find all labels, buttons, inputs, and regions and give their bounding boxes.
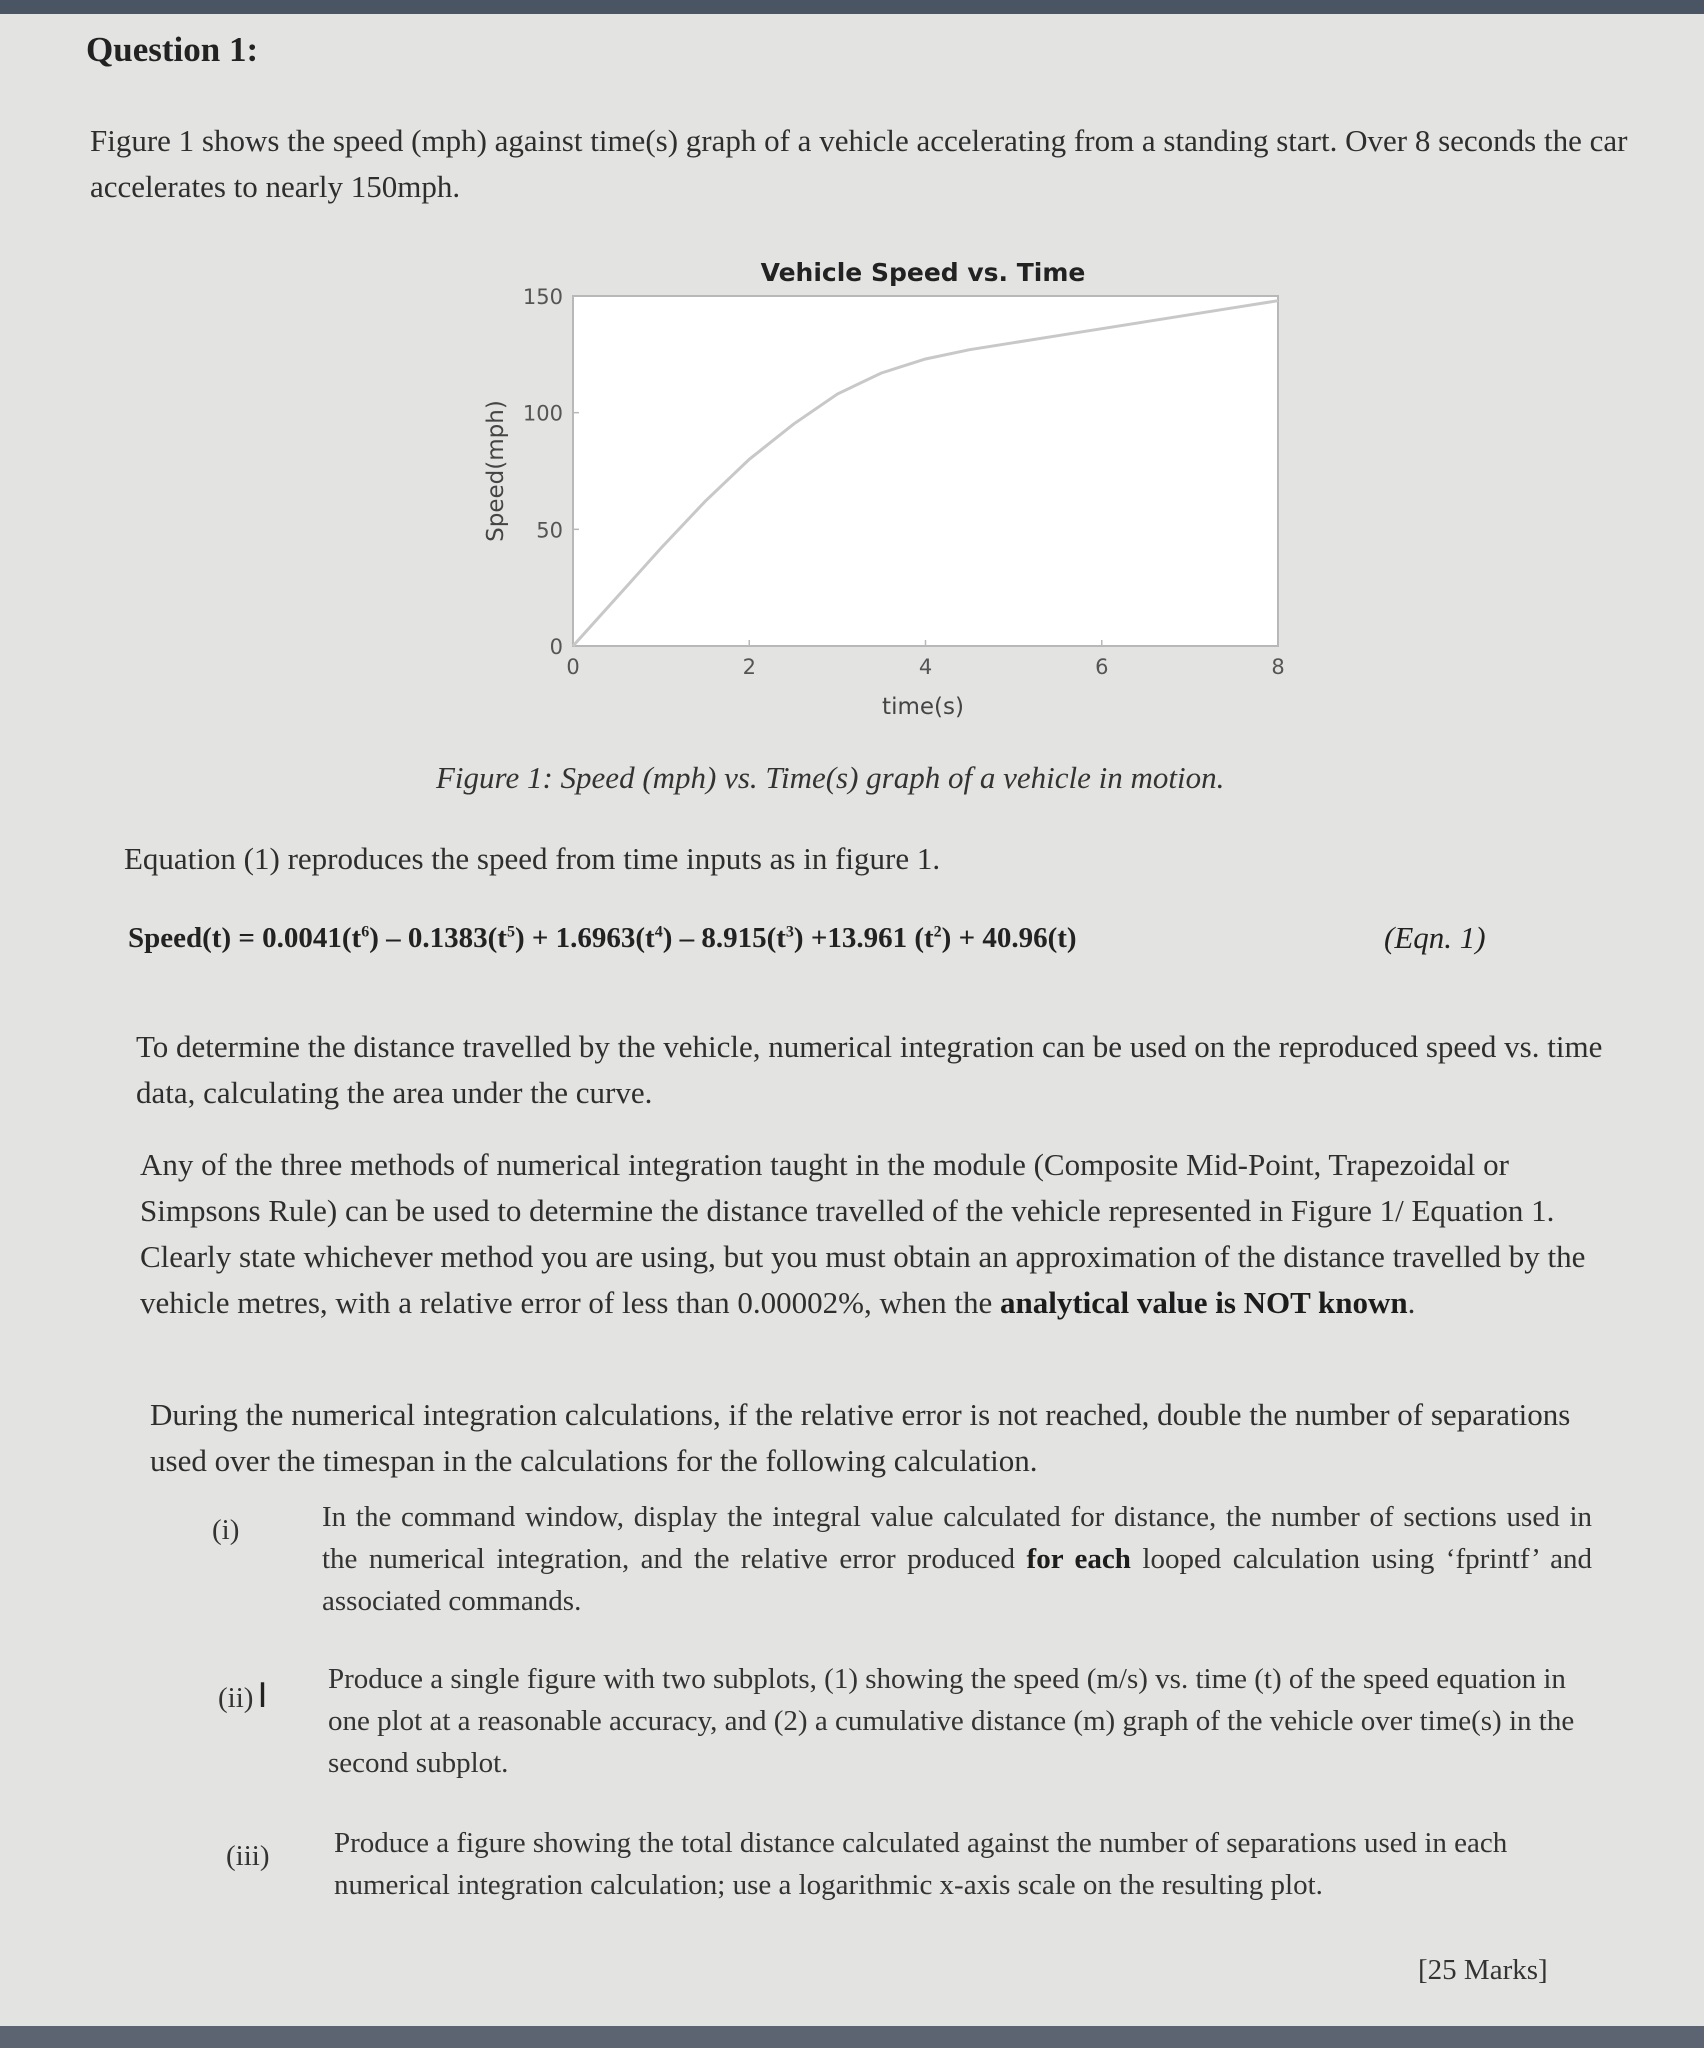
doubling-paragraph: During the numerical integration calculations, if the relative error is not reached, double the number of separations used over the timespan in the calculations for the following calculation. bbox=[150, 1397, 1571, 1478]
item-number-3: (iii) bbox=[226, 1840, 270, 1872]
equation-term-1: 0.0041(t bbox=[262, 922, 362, 954]
x-tick-label-4: 8 bbox=[1271, 655, 1285, 679]
top-edge-bar bbox=[0, 0, 1704, 14]
figure-caption: Figure 1: Speed (mph) vs. Time(s) graph of a vehicle in motion. bbox=[436, 760, 1225, 795]
question-title: Question 1: bbox=[86, 30, 259, 69]
y-tick-label-2: 100 bbox=[522, 401, 563, 426]
item-number-2: (ii) bbox=[218, 1682, 254, 1714]
marks-label: [25 Marks] bbox=[1418, 1954, 1548, 1986]
equation-term-5: ) +13.961 (t bbox=[793, 922, 934, 954]
equation-term-4: ) – 8.915(t bbox=[662, 922, 786, 954]
item-text-1 bbox=[322, 1496, 1592, 1622]
chart-title: Vehicle Speed vs. Time bbox=[760, 258, 1086, 287]
equation-term-2: ) – 0.1383(t bbox=[369, 922, 507, 954]
intro-paragraph: Figure 1 shows the speed (mph) against time(s) graph of a vehicle accelerating from a standing start. Over 8 seconds the car accelerates to nearly 150mph. bbox=[90, 123, 1628, 204]
equation-lhs: Speed(t) = bbox=[128, 922, 263, 954]
equation-exp-1: 6 bbox=[361, 923, 370, 941]
text-cursor-icon: I bbox=[257, 1676, 268, 1716]
equation-term-3: ) + 1.6963(t bbox=[514, 922, 655, 954]
equation-exp-5: 2 bbox=[933, 923, 942, 941]
x-tick-label-3: 6 bbox=[1095, 655, 1109, 679]
item-number-2-wrap bbox=[218, 1676, 267, 1716]
x-tick-label-1: 2 bbox=[742, 655, 756, 679]
equation-label: (Eqn. 1) bbox=[1384, 920, 1486, 955]
item-1-bold: for each bbox=[1026, 1543, 1131, 1575]
item-number-1: (i) bbox=[212, 1514, 240, 1546]
bottom-edge-bar bbox=[0, 2026, 1704, 2048]
x-tick-label-0: 0 bbox=[566, 655, 580, 679]
item-text-3: Produce a figure showing the total distance calculated against the number of separations used in each numerical integration calculation; use a logarithmic x-axis scale on the resulting plot. bbox=[334, 1827, 1508, 1901]
x-tick-label-2: 4 bbox=[918, 655, 933, 679]
y-tick-label-3: 150 bbox=[522, 285, 563, 309]
equation-intro: Equation (1) reproduces the speed from time inputs as in figure 1. bbox=[124, 841, 941, 876]
y-tick-label-0: 0 bbox=[549, 635, 563, 659]
x-axis-label: time(s) bbox=[882, 694, 964, 720]
equation-exp-2: 5 bbox=[506, 923, 515, 941]
item-1-text-b: looped calculation using ‘fprintf’ and associated commands. bbox=[322, 1543, 1592, 1617]
y-axis-label: Speed(mph) bbox=[483, 400, 509, 542]
item-text-2: Produce a single figure with two subplots, (1) showing the speed (m/s) vs. time (t) of the speed equation in one plot at a reasonable accuracy, and (2) a cumulative distance (m) graph of the vehicle over time(s) in the second subplot. bbox=[328, 1663, 1575, 1779]
item-1-text-a: In the command window, display the integral value calculated for distance, the number of sections used in the numerical integration, and the relative error produced bbox=[322, 1501, 1592, 1575]
methods-paragraph bbox=[140, 1142, 1620, 1326]
methods-bold-text: analytical value is NOT known bbox=[999, 1285, 1408, 1320]
methods-end: . bbox=[1407, 1285, 1416, 1320]
speed-equation bbox=[128, 922, 1077, 955]
equation-exp-3: 4 bbox=[654, 923, 663, 941]
speed-time-chart bbox=[460, 250, 1300, 730]
methods-text: Any of the three methods of numerical integration taught in the module (Composite Mid-Point, Trapezoidal or Simpsons Rule) can be used to determine the distance travelled of the vehicle represented in Figure 1/ Equation 1. Clearly state whichever method you are using, but you must obtain an approximation of the distance travelled by the vehicle metres, with a relative error of less than 0.00002%, when the bbox=[140, 1147, 1586, 1320]
equation-term-6: ) + 40.96(t) bbox=[941, 922, 1077, 954]
y-tick-label-1: 50 bbox=[536, 518, 563, 543]
equation-exp-4: 3 bbox=[785, 923, 794, 941]
plot-frame bbox=[573, 296, 1278, 646]
integration-paragraph: To determine the distance travelled by the vehicle, numerical integration can be used on the reproduced speed vs. time data, calculating the area under the curve. bbox=[136, 1029, 1603, 1110]
